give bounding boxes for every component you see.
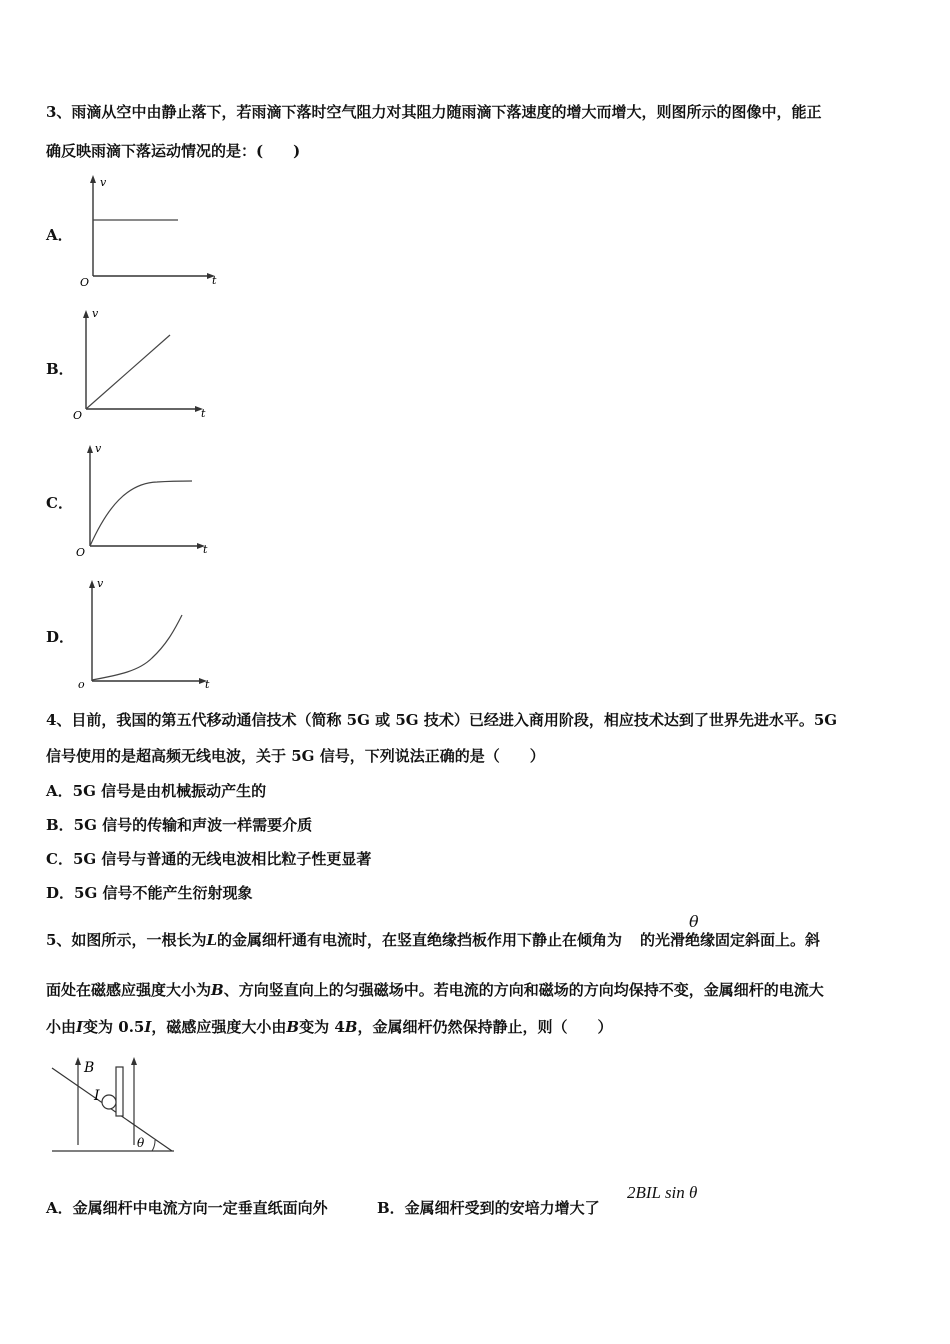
q5-option-b[interactable]: B．金属细杆受到的安培力增大了 (377, 1199, 600, 1217)
v-axis-arrow (89, 580, 95, 588)
q3-graph-c (72, 438, 222, 558)
q3-graph-b (70, 305, 220, 423)
var-I: I (144, 1018, 152, 1036)
text-seg: ，金属细杆仍然保持静止，则（ ） (357, 1018, 613, 1036)
q3-option-d-label[interactable]: D． (46, 628, 75, 646)
v-axis-label: v (95, 442, 102, 455)
q4-option-a[interactable]: A．5G 信号是由机械振动产生的 (46, 782, 267, 800)
var-L: L (206, 931, 217, 949)
q3-option-a-label[interactable]: A． (46, 226, 73, 244)
q3-graph-d (74, 573, 224, 689)
q4-option-c[interactable]: C．5G 信号与普通的无线电波相比粒子性更显著 (46, 850, 372, 868)
field-arrow-2 (131, 1057, 137, 1065)
current-label-I: I (94, 1088, 100, 1104)
q5-figure (48, 1052, 183, 1156)
curve-saturating (90, 481, 192, 546)
t-axis-label: t (205, 678, 210, 689)
v-axis-label: v (97, 577, 104, 590)
text-seg: 的光滑绝缘固定斜面上。斜 (640, 931, 821, 949)
q4-option-b[interactable]: B．5G 信号的传输和声波一样需要介质 (46, 816, 313, 834)
q5-option-b-formula: 2BIL sin θ (627, 1183, 698, 1202)
q5-stem-line1 (46, 930, 820, 950)
q4-stem-line2: 信号使用的是超高频无线电波，关于 5G 信号，下列说法正确的是（ ） (46, 747, 545, 765)
t-axis-label: t (203, 543, 208, 556)
text-seg: 变为 4 (299, 1018, 345, 1036)
origin-label: O (73, 409, 83, 422)
text-seg: 面处在磁感应强度大小为 (46, 981, 212, 999)
text-seg: 、方向竖直向上的匀强磁场中。若电流的方向和磁场的方向均保持不变，金属细杆的电流大 (223, 981, 824, 999)
q3-option-c-label[interactable]: C． (46, 494, 73, 512)
var-B: B (344, 1018, 358, 1036)
q3-stem-line1: 3、雨滴从空中由静止落下，若雨滴下落时空气阻力对其阻力随雨滴下落速度的增大而增大，则图所示的图像中，能正 (46, 103, 822, 121)
v-axis-arrow (90, 175, 96, 183)
text-seg: 的金属细杆通有电流时，在竖直绝缘挡板作用下静止在倾角为 (217, 931, 623, 949)
field-arrow-1 (75, 1057, 81, 1065)
q5-option-a[interactable]: A．金属细杆中电流方向一定垂直纸面向外 (46, 1199, 328, 1217)
v-axis-label: v (92, 307, 99, 320)
origin-label: o (78, 678, 85, 689)
q3-stem-line2: 确反映雨滴下落运动情况的是：( ) (46, 142, 301, 160)
text-seg: 变为 0.5 (83, 1018, 145, 1036)
field-label-B: B (84, 1060, 95, 1076)
text-seg: 小由 (46, 1018, 77, 1036)
var-B: B (211, 981, 224, 999)
t-axis-label: t (201, 407, 206, 420)
q5-stem-line3 (46, 1017, 612, 1037)
v-axis-label: v (100, 176, 107, 189)
incline-surface (52, 1068, 172, 1151)
curve-linear (86, 335, 170, 409)
q5-stem-line2 (46, 980, 824, 1000)
text-seg: ，磁感应强度大小由 (151, 1018, 287, 1036)
q4-option-d[interactable]: D．5G 信号不能产生衍射现象 (46, 884, 253, 902)
var-I: I (76, 1018, 84, 1036)
v-axis-arrow (83, 310, 89, 318)
origin-label: O (76, 546, 86, 558)
q5-theta-symbol: θ (689, 912, 699, 931)
curve-accelerating (92, 615, 182, 680)
angle-arc (152, 1140, 155, 1151)
origin-label: O (80, 276, 90, 289)
insulating-plate (116, 1067, 123, 1116)
v-axis-arrow (87, 445, 93, 453)
metal-rod (102, 1095, 116, 1109)
q3-graph-a (74, 172, 224, 290)
t-axis-label: t (212, 274, 217, 287)
var-B: B (286, 1018, 300, 1036)
text-seg: 5、如图所示，一根长为 (46, 931, 207, 949)
angle-label-theta: θ (137, 1136, 145, 1150)
q4-stem-line1: 4、目前，我国的第五代移动通信技术（简称 5G 或 5G 技术）已经进入商用阶段，相应技术达到了世界先进水平。5G (46, 711, 838, 729)
q3-option-b-label[interactable]: B． (46, 360, 74, 378)
